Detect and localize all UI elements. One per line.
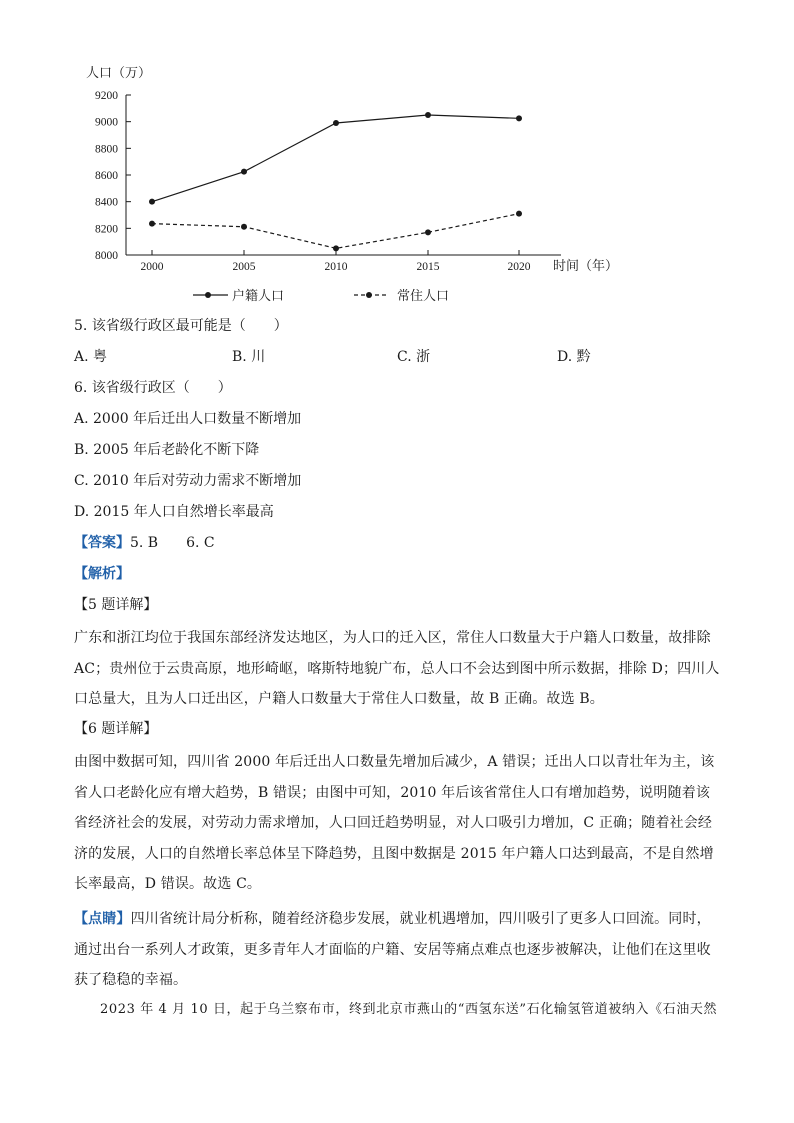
q6-option-a: A. 2000 年后迁出人口数量不断增加 (74, 411, 302, 427)
q5-stem: 5. 该省级行政区最可能是（ ） (74, 318, 288, 334)
y-tick-label: 8000 (95, 250, 118, 262)
tip-paragraph (74, 904, 724, 996)
tip-label: 【点睛】 (74, 911, 131, 927)
q5-option-b: B. 川 (232, 349, 266, 365)
y-axis-label: 人口（万） (86, 65, 152, 80)
series-point-1 (516, 211, 522, 217)
next-question-stem: 2023 年 4 月 10 日，起于乌兰察布市，终到北京市燕山的“西氢东送”石化输氢管道被纳入《石油天然 (100, 1002, 718, 1017)
series-point-0 (333, 120, 339, 126)
x-tick-label: 2000 (140, 261, 164, 273)
detail6-heading: 【6 题详解】 (74, 721, 158, 737)
x-tick-label: 2010 (324, 261, 348, 273)
detail6-paragraph: 由图中数据可知，四川省 2000 年后迁出人口数量先增加后减少，A 错误；迁出人口以青壮年为主，该省人口老龄化应有增大趋势，B 错误；由图中可知，2010 年后该省常住人口有增加趋势，说明随着该省经济社会的发展，对劳动力需求增加，人口回迁趋势明显，对人口吸引力增加，C 正确；随着社会经济的发展，人口的自然增长率总体呈下降趋势，且图中数据是 2015 年户籍人口达到最高，不是自然增长率最高，D 错误。故选 C。 (74, 754, 715, 892)
series-line-1 (152, 214, 519, 249)
series-point-1 (333, 245, 339, 251)
legend-dot-changzhu (366, 292, 372, 298)
series-point-0 (149, 199, 155, 205)
y-tick-label: 8200 (95, 223, 118, 236)
x-tick-label: 2020 (507, 261, 531, 273)
x-axis-label: 时间（年） (553, 258, 619, 273)
y-tick-label: 9200 (95, 90, 118, 102)
legend-dot-huji (205, 292, 211, 298)
y-tick-label: 8400 (95, 196, 118, 209)
population-line-chart (0, 55, 794, 315)
y-tick-label: 8600 (95, 170, 118, 182)
answer-line (74, 533, 215, 553)
x-tick-label: 2015 (416, 261, 440, 273)
y-tick-label: 8800 (95, 143, 118, 156)
legend-label-changzhu: 常住人口 (397, 288, 450, 303)
q5-option-c: C. 浙 (397, 349, 431, 365)
x-axis-ticks (141, 250, 531, 273)
chart-series (149, 112, 522, 251)
q6-option-b: B. 2005 年后老龄化不断下降 (74, 442, 260, 458)
q6-option-c: C. 2010 年后对劳动力需求不断增加 (74, 473, 302, 489)
answer-text: 5. B 6. C (130, 535, 215, 551)
series-point-1 (241, 224, 247, 230)
answer-label: 【答案】 (74, 535, 130, 551)
series-point-0 (425, 112, 431, 118)
analysis-line (74, 564, 130, 584)
series-point-0 (241, 169, 247, 175)
series-point-1 (149, 221, 155, 227)
legend (193, 288, 449, 303)
analysis-label: 【解析】 (74, 566, 130, 582)
x-tick-label: 2005 (232, 261, 256, 273)
y-tick-label: 9000 (95, 116, 118, 129)
q5-option-d: D. 黔 (557, 349, 591, 365)
series-point-0 (516, 115, 522, 121)
q6-stem: 6. 该省级行政区（ ） (74, 380, 232, 396)
legend-label-huji: 户籍人口 (232, 288, 285, 303)
tip-text: 四川省统计局分析称，随着经济稳步发展，就业机遇增加，四川吸引了更多人口回流。同时，通过出台一系列人才政策，更多青年人才面临的户籍、安居等痛点难点也逐步被解决，让他们在这里收获了稳稳的幸福。 (74, 911, 711, 988)
detail5-heading: 【5 题详解】 (74, 597, 158, 613)
series-line-0 (152, 115, 519, 202)
series-point-1 (425, 229, 431, 235)
q6-option-d: D. 2015 年人口自然增长率最高 (74, 504, 274, 520)
q5-option-a: A. 粤 (74, 349, 108, 365)
detail5-paragraph: 广东和浙江均位于我国东部经济发达地区，为人口的迁入区，常住人口数量大于户籍人口数量，故排除 AC；贵州位于云贵高原，地形崎岖，喀斯特地貌广布，总人口不会达到图中所示数据，排除 D；四川人口总量大，且为人口迁出区，户籍人口数量大于常住人口数量，故 B 正确。故选 B。 (74, 630, 720, 707)
